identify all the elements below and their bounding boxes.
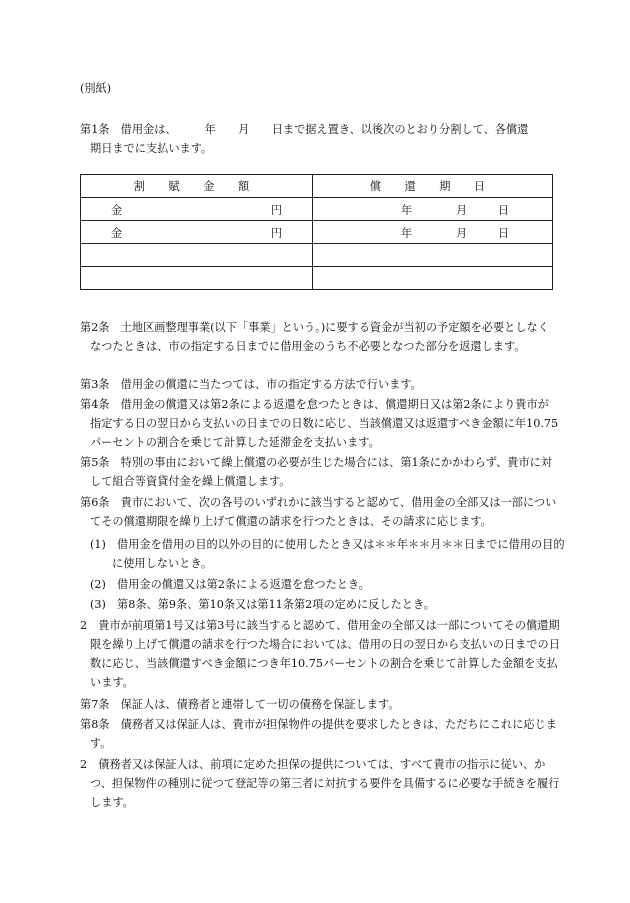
article-1-line-1: 第1条 借用金は、 年 月 日まで据え置き、以後次のとおり分割して、各償還: [80, 123, 529, 136]
installment-schedule-table: [80, 174, 553, 290]
yen-label: 円: [271, 227, 283, 240]
article-2: 第2条 土地区画整理事業(以下「事業」という。)に要する資金が当初の予定額を必要としなくなつたときは、市の指定する日までに借用金のうち不必要となつた部分を返還します。: [80, 321, 549, 353]
table-row: [81, 198, 553, 221]
article-8-paragraph-2: 2 債務者又は保証人は、前項に定めた担保の提供については、すべて貴市の指示に従い、かつ、担保物件の種別に従つて登記等の第三者に対抗する要件を具備するに必要な手続きを履行します。: [80, 758, 560, 809]
article-4: 第4条 借用金の償還又は第2条による返還を怠つたときは、償還期日又は第2条により貴市が指定する日の翌日から支払いの日までの日数に応じ、当該償還又は返還すべき金額に年10.75パーセントの割合を乗じて計算した延滞金を支払います。: [80, 398, 559, 449]
month-label: 月: [456, 227, 468, 240]
table-row: [81, 221, 553, 244]
article-6-paragraph-2: 2 貴市が前項第1号又は第3号に該当すると認めて、借用金の全部又は一部についてその償還期限を繰り上げて償還の請求を行つた場合においては、借用の日の翌日から支払いの日までの日数に応じ、当該償還すべき金額につき年10.75パーセントの割合を乗じて計算した金額を支払います。: [80, 619, 560, 689]
kin-label: 金: [111, 204, 123, 217]
month-label: 月: [456, 204, 468, 217]
yen-label: 円: [271, 204, 283, 217]
table-row: [81, 267, 553, 290]
date-cell-empty: [313, 267, 553, 290]
amount-cell: [81, 198, 313, 221]
article-1: [80, 120, 550, 158]
attachment-label: (別紙): [80, 82, 112, 95]
article-7: 第7条 保証人は、債務者と連帯して一切の債務を保証します。: [80, 698, 400, 711]
header-installment-amount: 割 賦 金 額: [81, 175, 313, 198]
date-cell: [313, 221, 553, 244]
amount-cell: [81, 221, 313, 244]
article-3: 第3条 借用金の償還に当たつては、市の指定する方法で行います。: [80, 378, 422, 391]
day-label: 日: [498, 227, 510, 240]
kin-label: 金: [111, 227, 123, 240]
year-label: 年: [401, 204, 413, 217]
article-6-item-1: (1) 借用金を借用の目的以外の目的に使用したとき又は＊＊年＊＊月＊＊日までに借用の目的に使用しないとき。: [90, 538, 565, 570]
article-8: 第8条 債務者又は保証人は、貴市が担保物件の提供を要求したときは、ただちにこれに応じます。: [80, 718, 557, 750]
article-6-item-2: (2) 借用金の償還又は第2条による返還を怠つたとき。: [90, 578, 370, 591]
date-cell: [313, 198, 553, 221]
year-label: 年: [401, 227, 413, 240]
article-1-line-2: 期日までに支払います。: [90, 142, 213, 155]
article-6: 第6条 貴市において、次の各号のいずれかに該当すると認めて、借用金の全部又は一部についてその償還期限を繰り上げて償還の請求を行つたときは、その請求に応じます。: [80, 496, 557, 528]
day-label: 日: [498, 204, 510, 217]
amount-cell-empty: [81, 267, 313, 290]
table-row: [81, 244, 553, 267]
table-header-row: [81, 175, 553, 198]
article-6-item-3: (3) 第8条、第9条、第10条又は第11条第2項の定めに反したとき。: [90, 598, 435, 611]
article-5: 第5条 特別の事由において繰上償還の必要が生じた場合には、第1条にかかわらず、貴市に対して組合等資貸付金を繰上償還します。: [80, 456, 553, 488]
date-cell-empty: [313, 244, 553, 267]
amount-cell-empty: [81, 244, 313, 267]
header-repayment-date: 償 還 期 日: [313, 175, 553, 198]
